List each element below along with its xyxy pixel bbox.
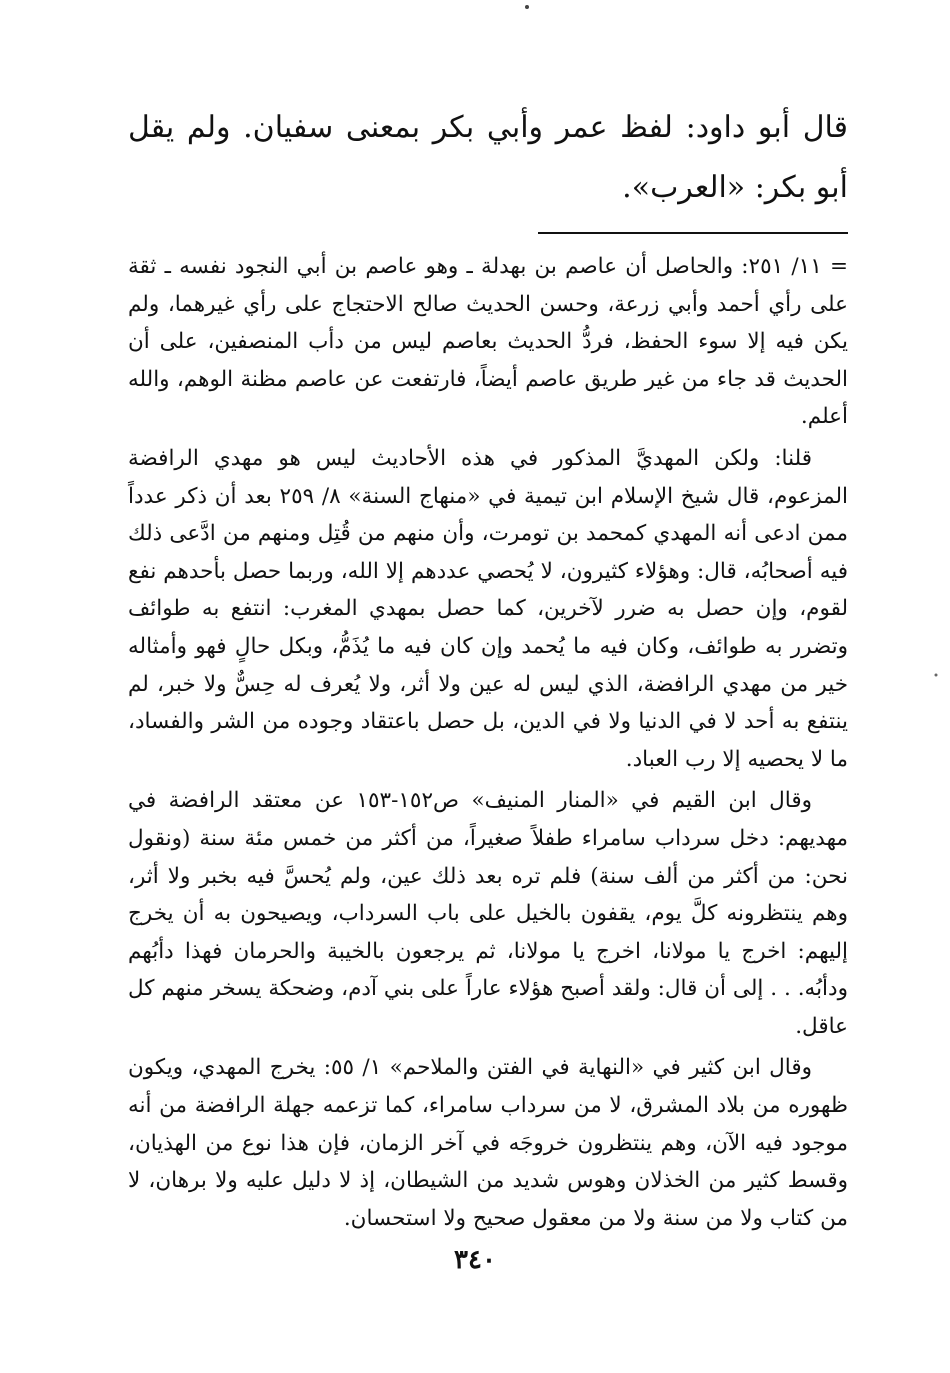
page-number: ٣٤٠ xyxy=(454,1245,496,1275)
footnote-paragraph-1: = ١١/ ٢٥١: والحاصل أن عاصم بن بهدلة ـ وهو عاصم بن أبي النجود نفسه ـ ثقة على رأي أحمد وأبي زرعة، وحسن الحديث صالح الاحتجاج على رأي غيرهما، ولم يكن فيه إلا سوء الحفظ، فردُّ الحديث بعاصم ليس من دأب المنصفين، على أن الحديث قد جاء من غير طريق عاصم أيضاً، فارتفعت عن عاصم مظنة الوهم، والله أعلم. xyxy=(128,254,849,430)
footnote-paragraph-2: قلنا: ولكن المهديَّ المذكور في هذه الأحاديث ليس هو مهدي الرافضة المزعوم، قال شيخ الإسلام ابن تيمية في «منهاج السنة» ٨/ ٢٥٩ بعد أن ذكر عدداً ممن ادعى أنه المهدي كمحمد بن تومرت، وأن منهم من قُتِل ومنهم من ادَّعى ذلك فيه أصحابُه، قال: وهؤلاء كثيرون، لا يُحصي عددهم إلا الله، وربما حصل بأحدهم نفع لقوم، وإن حصل به ضرر لآخرين، كما حصل بمهدي المغرب: انتفع به طوائف وتضرر به طوائف، وكان فيه ما يُحمد وإن كان فيه ما يُذَمُّ، وبكل حالٍ فهو وأمثاله خير من مهدي الرافضة، الذي ليس له عين ولا أثر، ولا يُعرف له حِسٌّ ولا خبر، لم ينتفع به أحد لا في الدنيا ولا في الدين، بل حصل باعتقاد وجوده من الشر والفساد، ما لا يحصيه إلا رب العباد. xyxy=(128,445,849,772)
footnote-separator xyxy=(538,232,848,234)
page-body xyxy=(128,98,848,1237)
footnote-block xyxy=(128,248,848,1237)
footnote-paragraph-3: وقال ابن القيم في «المنار المنيف» ص١٥٢-١٥٣ عن معتقد الرافضة في مهديهم: دخل سرداب سامراء طفلاً صغيراً، من أكثر من خمس مئة سنة (ونقول نحن: من أكثر من ألف سنة) فلم تره بعد ذلك عين، ولم يُحسَّ فيه بخبر ولا أثر، وهم ينتظرونه كلَّ يوم، يقفون بالخيل على باب السرداب، ويصيحون به أن يخرج إليهم: اخرج يا مولانا، اخرج يا مولانا، ثم يرجعون بالخيبة والحرمان فهذا دأبُهم ودأبُه. . . إلى أن قال: ولقد أصبح هؤلاء عاراً على بني آدم، وضحكة يسخر منهم كل عاقل. xyxy=(128,788,848,1039)
main-text: قال أبو داود: لفظ عمر وأبي بكر بمعنى سفيان. ولم يقل أبو بكر: «العرب». xyxy=(128,110,848,205)
footnote-paragraph-4: وقال ابن كثير في «النهاية في الفتن والملاحم» ١/ ٥٥: يخرج المهدي، ويكون ظهوره من بلاد المشرق، لا من سرداب سامراء، كما تزعمه جهلة الرافضة من أنه موجود فيه الآن، وهم ينتظرون خروجَه في آخر الزمان، فإن هذا نوع من الهذيان، وقسط كثير من الخذلان وهوس شديد من الشيطان، إذ لا دليل عليه ولا برهان، لا من كتاب ولا من سنة ولا من معقول صحيح ولا استحسان. xyxy=(128,1055,848,1231)
